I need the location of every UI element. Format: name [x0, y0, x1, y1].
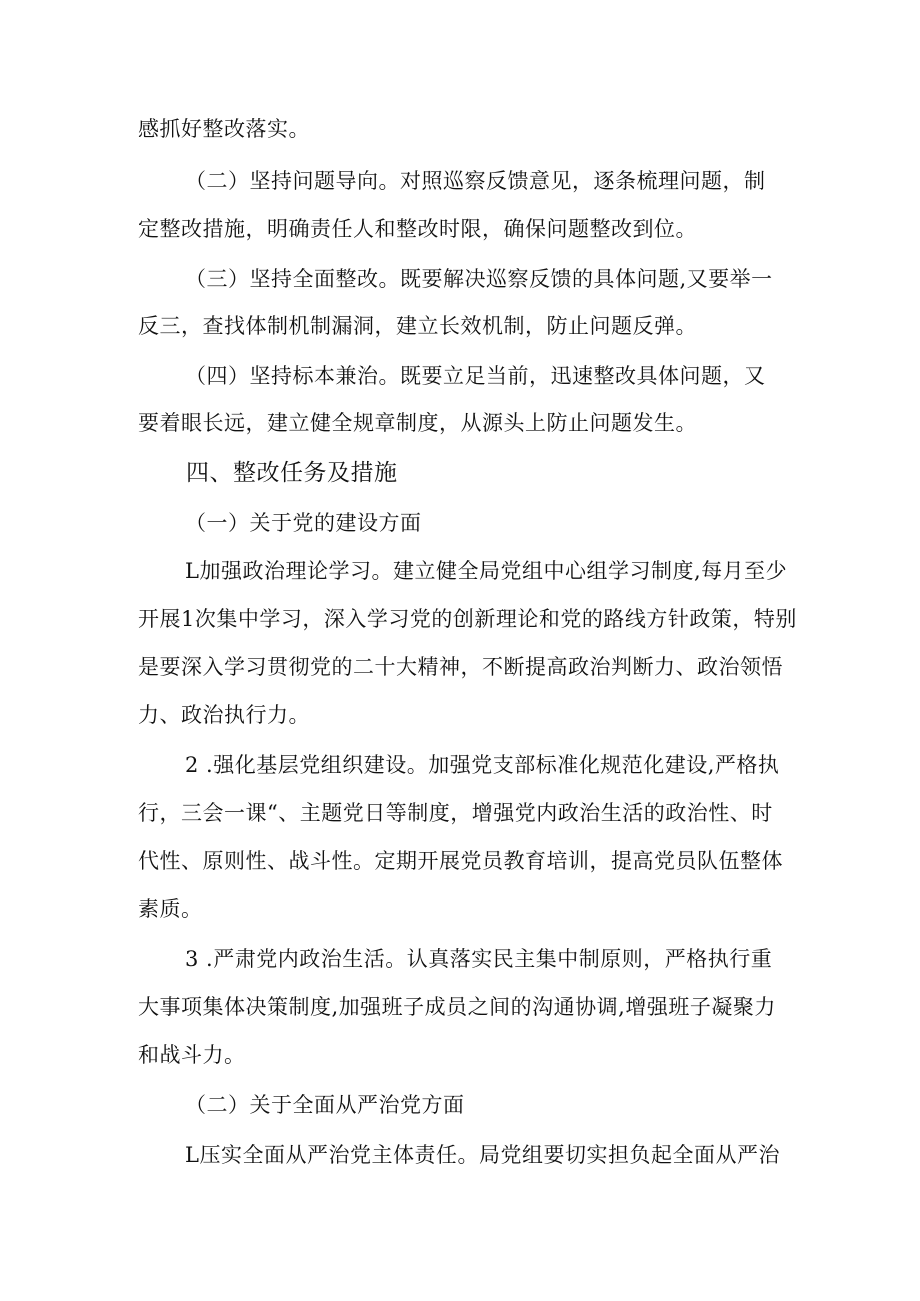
paragraph-line: （四）坚持标本兼治。既要立足当前，迅速整改具体问题，又 — [185, 364, 766, 388]
paragraph-line: 代性、原则性、战斗性。定期开展党员教育培训，提高党员队伍整体 — [138, 849, 783, 873]
paragraph-line: 和战斗力。 — [138, 1043, 246, 1067]
paragraph-line: 开展1次集中学习，深入学习党的创新理论和党的路线方针政策，特别 — [138, 607, 797, 631]
paragraph-line: 大事项集体决策制度,加强班子成员之间的沟通协调,增强班子凝聚力 — [138, 995, 776, 1019]
paragraph-line: L加强政治理论学习。建立健全局党组中心组学习制度,每月至少 — [185, 559, 788, 583]
paragraph-line: 2 .强化基层党组织建设。加强党支部标准化规范化建设,严格执 — [185, 753, 780, 777]
subsection-heading: （一）关于党的建设方面 — [185, 511, 422, 535]
paragraph-line: 力、政治执行力。 — [138, 703, 310, 727]
paragraph-line: 是要深入学习贯彻党的二十大精神，不断提高政治判断力、政治领悟 — [138, 655, 783, 679]
paragraph-line: 反三，查找体制机制漏洞，建立长效机制，防止问题反弹。 — [138, 314, 697, 338]
section-heading: 四、整改任务及措施 — [186, 460, 398, 486]
paragraph-line: 行，三会一课“、主题党日等制度，增强党内政治生活的政治性、时 — [138, 801, 773, 825]
paragraph-line: 3 .严肃党内政治生活。认真落实民主集中制原则，严格执行重 — [185, 947, 773, 971]
paragraph-line: 素质。 — [138, 897, 203, 921]
paragraph-line: 定整改措施，明确责任人和整改时限，确保问题整改到位。 — [138, 217, 697, 241]
paragraph-line: （三）坚持全面整改。既要解决巡察反馈的具体问题,又要举一 — [185, 267, 773, 291]
paragraph-line: 感抓好整改落实。 — [138, 117, 310, 141]
paragraph-line: （二）坚持问题导向。对照巡察反馈意见，逐条梳理问题，制 — [185, 169, 766, 193]
paragraph-line: 要着眼长远，建立健全规章制度，从源头上防止问题发生。 — [138, 411, 697, 435]
paragraph-line: L压实全面从严治党主体责任。局党组要切实担负起全面从严治 — [185, 1143, 780, 1167]
subsection-heading: （二）关于全面从严治党方面 — [185, 1093, 465, 1117]
